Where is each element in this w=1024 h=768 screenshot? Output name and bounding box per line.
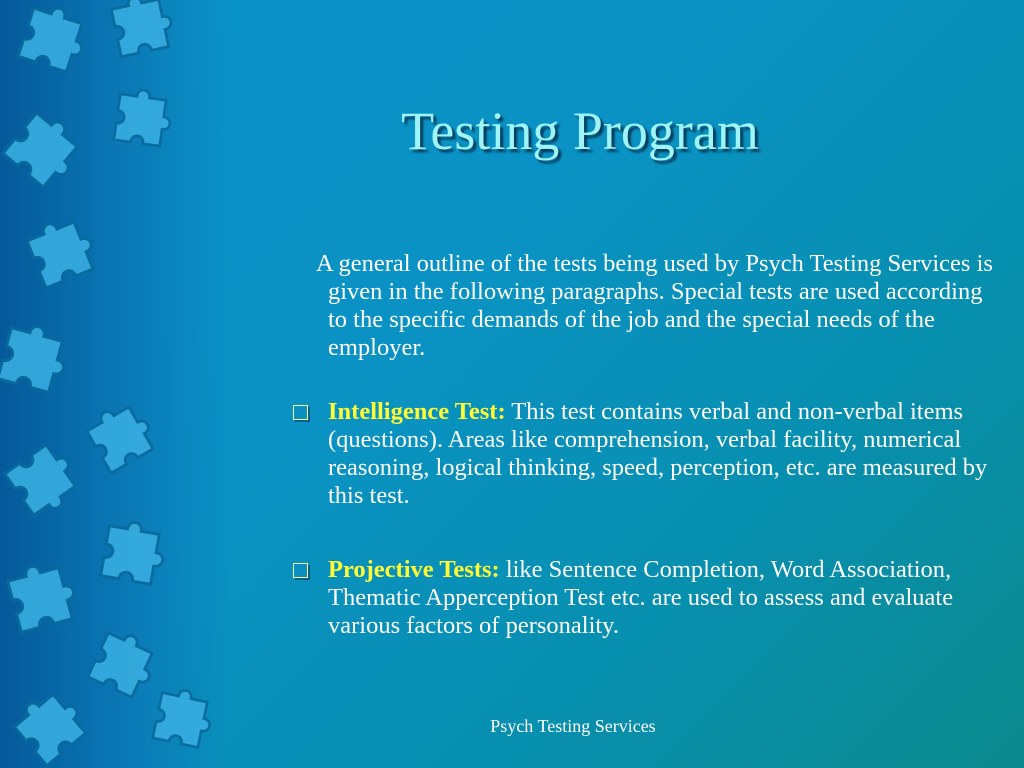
intro-paragraph: A general outline of the tests being used by Psych Testing Services is given in the following paragraphs. Special tests are used according to the specific demands of the job and the special needs of the employer. <box>316 250 993 361</box>
bullet-projective-tests <box>290 556 1000 640</box>
bullet-text: This test contains verbal and non-verbal items (questions). Areas like comprehension, verbal facility, numerical reasoning, logical thinking, speed, perception, etc. are measured by this test. <box>328 398 988 509</box>
checkbox-bullet-icon <box>293 563 308 578</box>
puzzle-pieces-decoration <box>0 0 240 768</box>
bullet-text: like Sentence Completion, Word Association, Thematic Apperception Test etc. are used to assess and evaluate various factors of personality. <box>328 556 954 639</box>
bullet-intelligence-test <box>290 398 1000 510</box>
checkbox-bullet-icon <box>293 405 308 420</box>
slide-footer: Psych Testing Services <box>490 716 656 736</box>
slide-title: Testing Program <box>401 101 759 161</box>
bullet-term: Intelligence Test: <box>328 398 506 425</box>
bullet-term: Projective Tests: <box>328 556 500 583</box>
slide-body <box>290 250 1000 640</box>
